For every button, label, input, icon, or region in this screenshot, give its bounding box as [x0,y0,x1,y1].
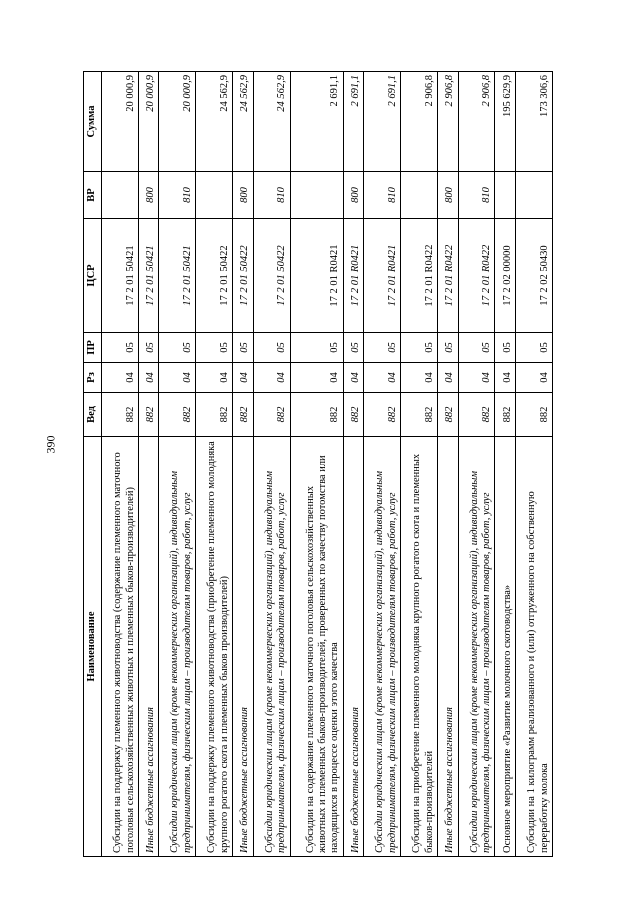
cell-csr: 17 2 01 50421 [138,219,158,333]
cell-pr: 05 [364,333,401,363]
table-row [102,72,139,857]
cell-csr: 17 2 01 50421 [159,219,196,333]
cell-name: Субсидии юридическим лицам (кроме некоммерческих организаций), индивидуальным предпринимателям, физическим лицам – производителям товаров, работ, услуг [458,437,495,857]
cell-sum: 2 691,1 [343,72,363,172]
cell-ved: 882 [102,393,139,437]
cell-pr: 05 [233,333,253,363]
table-row [138,72,158,857]
page-number: 390 [43,435,58,454]
cell-csr: 17 2 01 R0422 [458,219,495,333]
cell-pr: 05 [438,333,458,363]
cell-name: Субсидии юридическим лицам (кроме некоммерческих организаций), индивидуальным предпринимателям, физическим лицам – производителям товаров, работ, услуг [159,437,196,857]
cell-sum: 2 906,8 [438,72,458,172]
cell-pr: 05 [458,333,495,363]
cell-rz: 04 [364,363,401,393]
cell-sum: 2 691,1 [290,72,343,172]
budget-table-rotated [83,72,553,857]
cell-vr: 810 [159,172,196,219]
table-row [253,72,290,857]
cell-rz: 04 [102,363,139,393]
cell-name: Субсидии на содержание племенного маточного поголовья сельскохозяйственных животных и племенных быков-производителей, проверенных по качеству потомства или находящихся в процессе оценки этого качества [290,437,343,857]
cell-name: Субсидии на поддержку племенного животноводства (содержание племенного маточного поголовья сельскохозяйственных животных и племенных быков-производителей) [102,437,139,857]
cell-sum: 24 562,9 [196,72,233,172]
cell-name: Иные бюджетные ассигнования [233,437,253,857]
cell-vr [290,172,343,219]
cell-name: Субсидии на 1 килограмм реализованного и (или) отгруженного на собственную переработку молока [515,437,552,857]
table-row [343,72,363,857]
cell-ved: 882 [138,393,158,437]
cell-ved: 882 [343,393,363,437]
header-sum: Сумма [84,72,102,172]
cell-vr: 810 [253,172,290,219]
header-rz: Рз [84,363,102,393]
table-row [458,72,495,857]
cell-vr: 800 [438,172,458,219]
header-ved: Вед [84,393,102,437]
cell-csr: 17 2 01 50422 [233,219,253,333]
cell-pr: 05 [290,333,343,363]
cell-name: Иные бюджетные ассигнования [343,437,363,857]
cell-vr: 800 [233,172,253,219]
cell-rz: 04 [343,363,363,393]
header-row [84,72,102,857]
cell-pr: 05 [515,333,552,363]
cell-rz: 04 [290,363,343,393]
cell-ved: 882 [159,393,196,437]
table-row [290,72,343,857]
cell-rz: 04 [138,363,158,393]
cell-ved: 882 [495,393,515,437]
cell-name: Субсидии на поддержку племенного животноводства (приобретение племенного молодняка крупного рогатого скота и племенных быков производителей) [196,437,233,857]
cell-name: Основное мероприятие «Развитие молочного скотоводства» [495,437,515,857]
cell-rz: 04 [196,363,233,393]
cell-ved: 882 [253,393,290,437]
cell-ved: 882 [364,393,401,437]
header-vr: ВР [84,172,102,219]
cell-csr: 17 2 01 50421 [102,219,139,333]
cell-vr [401,172,438,219]
cell-rz: 04 [401,363,438,393]
header-csr: ЦСР [84,219,102,333]
cell-name: Субсидии на приобретение племенного молодняка крупного рогатого скота и племенных быков-производителей [401,437,438,857]
cell-csr: 17 2 01 50422 [253,219,290,333]
cell-vr [515,172,552,219]
cell-vr: 810 [364,172,401,219]
cell-ved: 882 [515,393,552,437]
cell-ved: 882 [458,393,495,437]
cell-csr: 17 2 01 50422 [196,219,233,333]
cell-ved: 882 [233,393,253,437]
cell-csr: 17 2 01 R0421 [364,219,401,333]
table-row [495,72,515,857]
cell-sum: 20 000,9 [159,72,196,172]
cell-csr: 17 2 02 50430 [515,219,552,333]
cell-csr: 17 2 01 R0422 [438,219,458,333]
cell-sum: 24 562,9 [233,72,253,172]
cell-name: Иные бюджетные ассигнования [138,437,158,857]
cell-csr: 17 2 01 R0421 [343,219,363,333]
cell-csr: 17 2 01 R0422 [401,219,438,333]
cell-pr: 05 [159,333,196,363]
header-name: Наименование [84,437,102,857]
cell-rz: 04 [458,363,495,393]
cell-pr: 05 [343,333,363,363]
cell-pr: 05 [102,333,139,363]
cell-pr: 05 [401,333,438,363]
table-row [196,72,233,857]
cell-pr: 05 [495,333,515,363]
cell-rz: 04 [159,363,196,393]
cell-csr: 17 2 02 00000 [495,219,515,333]
cell-vr: 800 [343,172,363,219]
table-row [401,72,438,857]
cell-sum: 20 000,9 [138,72,158,172]
cell-sum: 24 562,9 [253,72,290,172]
cell-rz: 04 [253,363,290,393]
cell-vr: 800 [138,172,158,219]
cell-rz: 04 [495,363,515,393]
cell-sum: 2 906,8 [401,72,438,172]
cell-vr [196,172,233,219]
cell-vr [102,172,139,219]
cell-pr: 05 [196,333,233,363]
cell-name: Субсидии юридическим лицам (кроме некоммерческих организаций), индивидуальным предпринимателям, физическим лицам – производителям товаров, работ, услуг [364,437,401,857]
cell-vr [495,172,515,219]
cell-ved: 882 [401,393,438,437]
header-pr: ПР [84,333,102,363]
cell-ved: 882 [196,393,233,437]
budget-table [83,71,553,857]
cell-sum: 2 906,8 [458,72,495,172]
cell-sum: 20 000,9 [102,72,139,172]
cell-pr: 05 [253,333,290,363]
cell-ved: 882 [438,393,458,437]
cell-sum: 195 629,9 [495,72,515,172]
table-row [159,72,196,857]
cell-rz: 04 [438,363,458,393]
table-row [515,72,552,857]
cell-ved: 882 [290,393,343,437]
cell-rz: 04 [233,363,253,393]
cell-name: Иные бюджетные ассигнования [438,437,458,857]
cell-csr: 17 2 01 R0421 [290,219,343,333]
table-row [364,72,401,857]
cell-sum: 2 691,1 [364,72,401,172]
cell-name: Субсидии юридическим лицам (кроме некоммерческих организаций), индивидуальным предпринимателям, физическим лицам – производителям товаров, работ, услуг [253,437,290,857]
table-row [233,72,253,857]
cell-pr: 05 [138,333,158,363]
cell-vr: 810 [458,172,495,219]
cell-sum: 173 306,6 [515,72,552,172]
cell-rz: 04 [515,363,552,393]
table-row [438,72,458,857]
